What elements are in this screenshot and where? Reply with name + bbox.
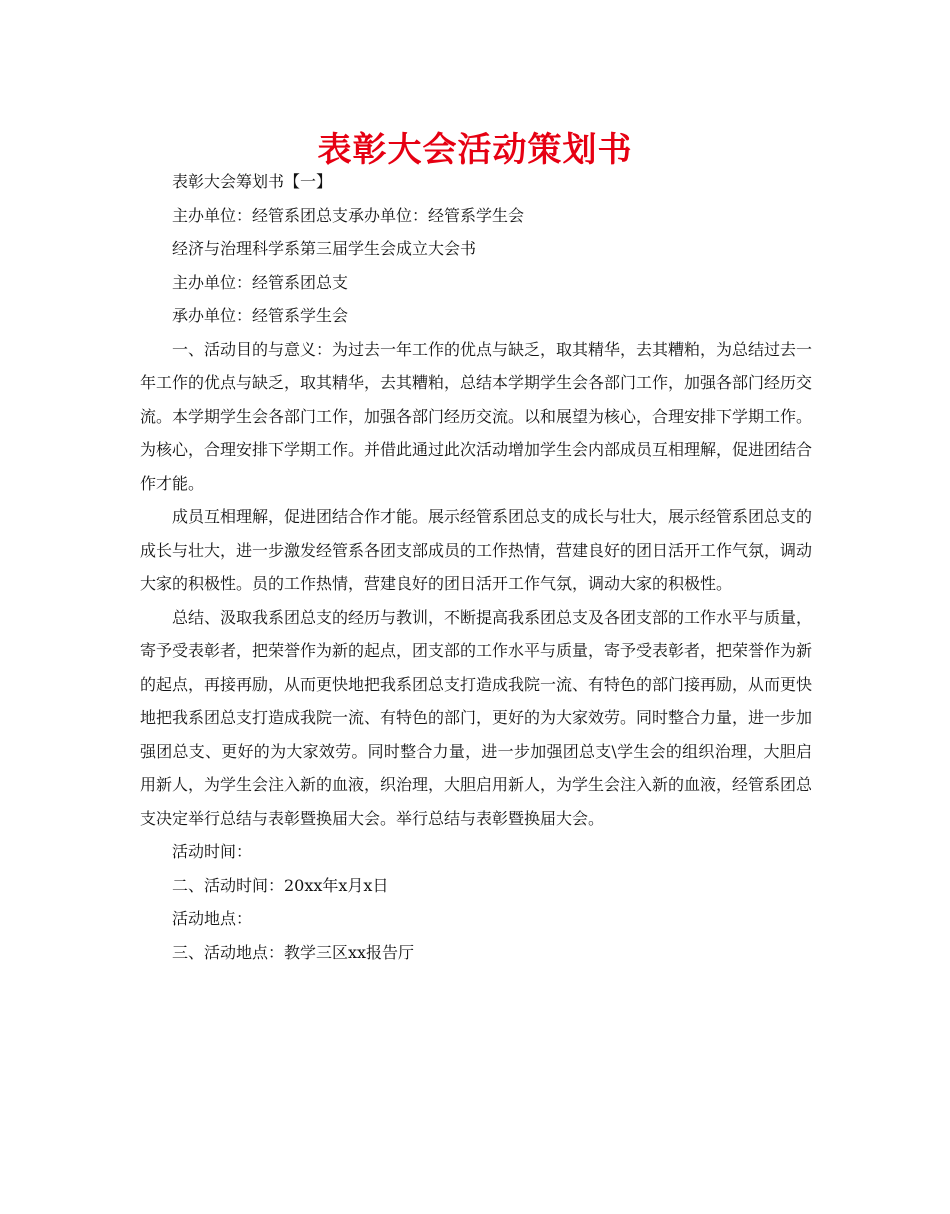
paragraph: 承办单位：经管系学生会 (172, 306, 349, 325)
paragraph: 主办单位：经管系团总支承办单位：经管系学生会 (172, 205, 525, 225)
paragraph: 总结、汲取我系团总支的经历与教训，不断提高我系团总支及各团支部的工作水平与质量，寄予受表彰者，把荣誉作为新的起点，团支部的工作水平与质量，寄予受表彰者，把荣誉作为新的起点，再接再励，从而更快地把我系团总支打造成我院一流、有特色的部门接再励，从而更快地把我系团总支打造成我院一流、有特色的部门，更好的为大家效劳。同时整合力量，进一步加强团总支、更好的为大家效劳。同时整合力量，进一步加强团总支\学生会的组织治理，大胆启用新人，为学生会注入新的血液，织治理，大胆启用新人，为学生会注入新的血液，经管系团总支决定举行总结与表彰暨换届大会。举行总结与表彰暨换届大会。 (140, 607, 813, 828)
paragraph: 主办单位：经管系团总支 (172, 272, 349, 292)
paragraph: 活动地点： (172, 909, 253, 928)
document-body (140, 165, 812, 969)
paragraph: 表彰大会筹划书【一】 (172, 172, 333, 191)
paragraph: 二、活动时间：20xx年x月x日 (172, 875, 389, 895)
paragraph: 经济与治理科学系第三届学生会成立大会书 (172, 239, 477, 258)
paragraph: 活动时间： (172, 842, 253, 861)
document-title: 表彰大会活动策划书 (317, 130, 633, 170)
paragraph: 一、活动目的与意义：为过去一年工作的优点与缺乏，取其精华，去其糟粕，为总结过去一年工作的优点与缺乏，取其精华，去其糟粕，总结本学期学生会各部门工作，加强各部门经历交流。本学期学生会各部门工作，加强各部门经历交流。以和展望为核心，合理安排下学期工作。为核心，合理安排下学期工作。并借此通过此次活动增加学生会内部成员互相理解，促进团结合作才能。 (140, 339, 813, 493)
paragraph: 三、活动地点：教学三区xx报告厅 (172, 942, 415, 962)
paragraph: 成员互相理解，促进团结合作才能。展示经管系团总支的成长与壮大，展示经管系团总支的成长与壮大，进一步激发经管系各团支部成员的工作热情，营建良好的团日活开工作气氛，调动大家的积极性。员的工作热情，营建良好的团日活开工作气氛，调动大家的积极性。 (140, 507, 813, 593)
